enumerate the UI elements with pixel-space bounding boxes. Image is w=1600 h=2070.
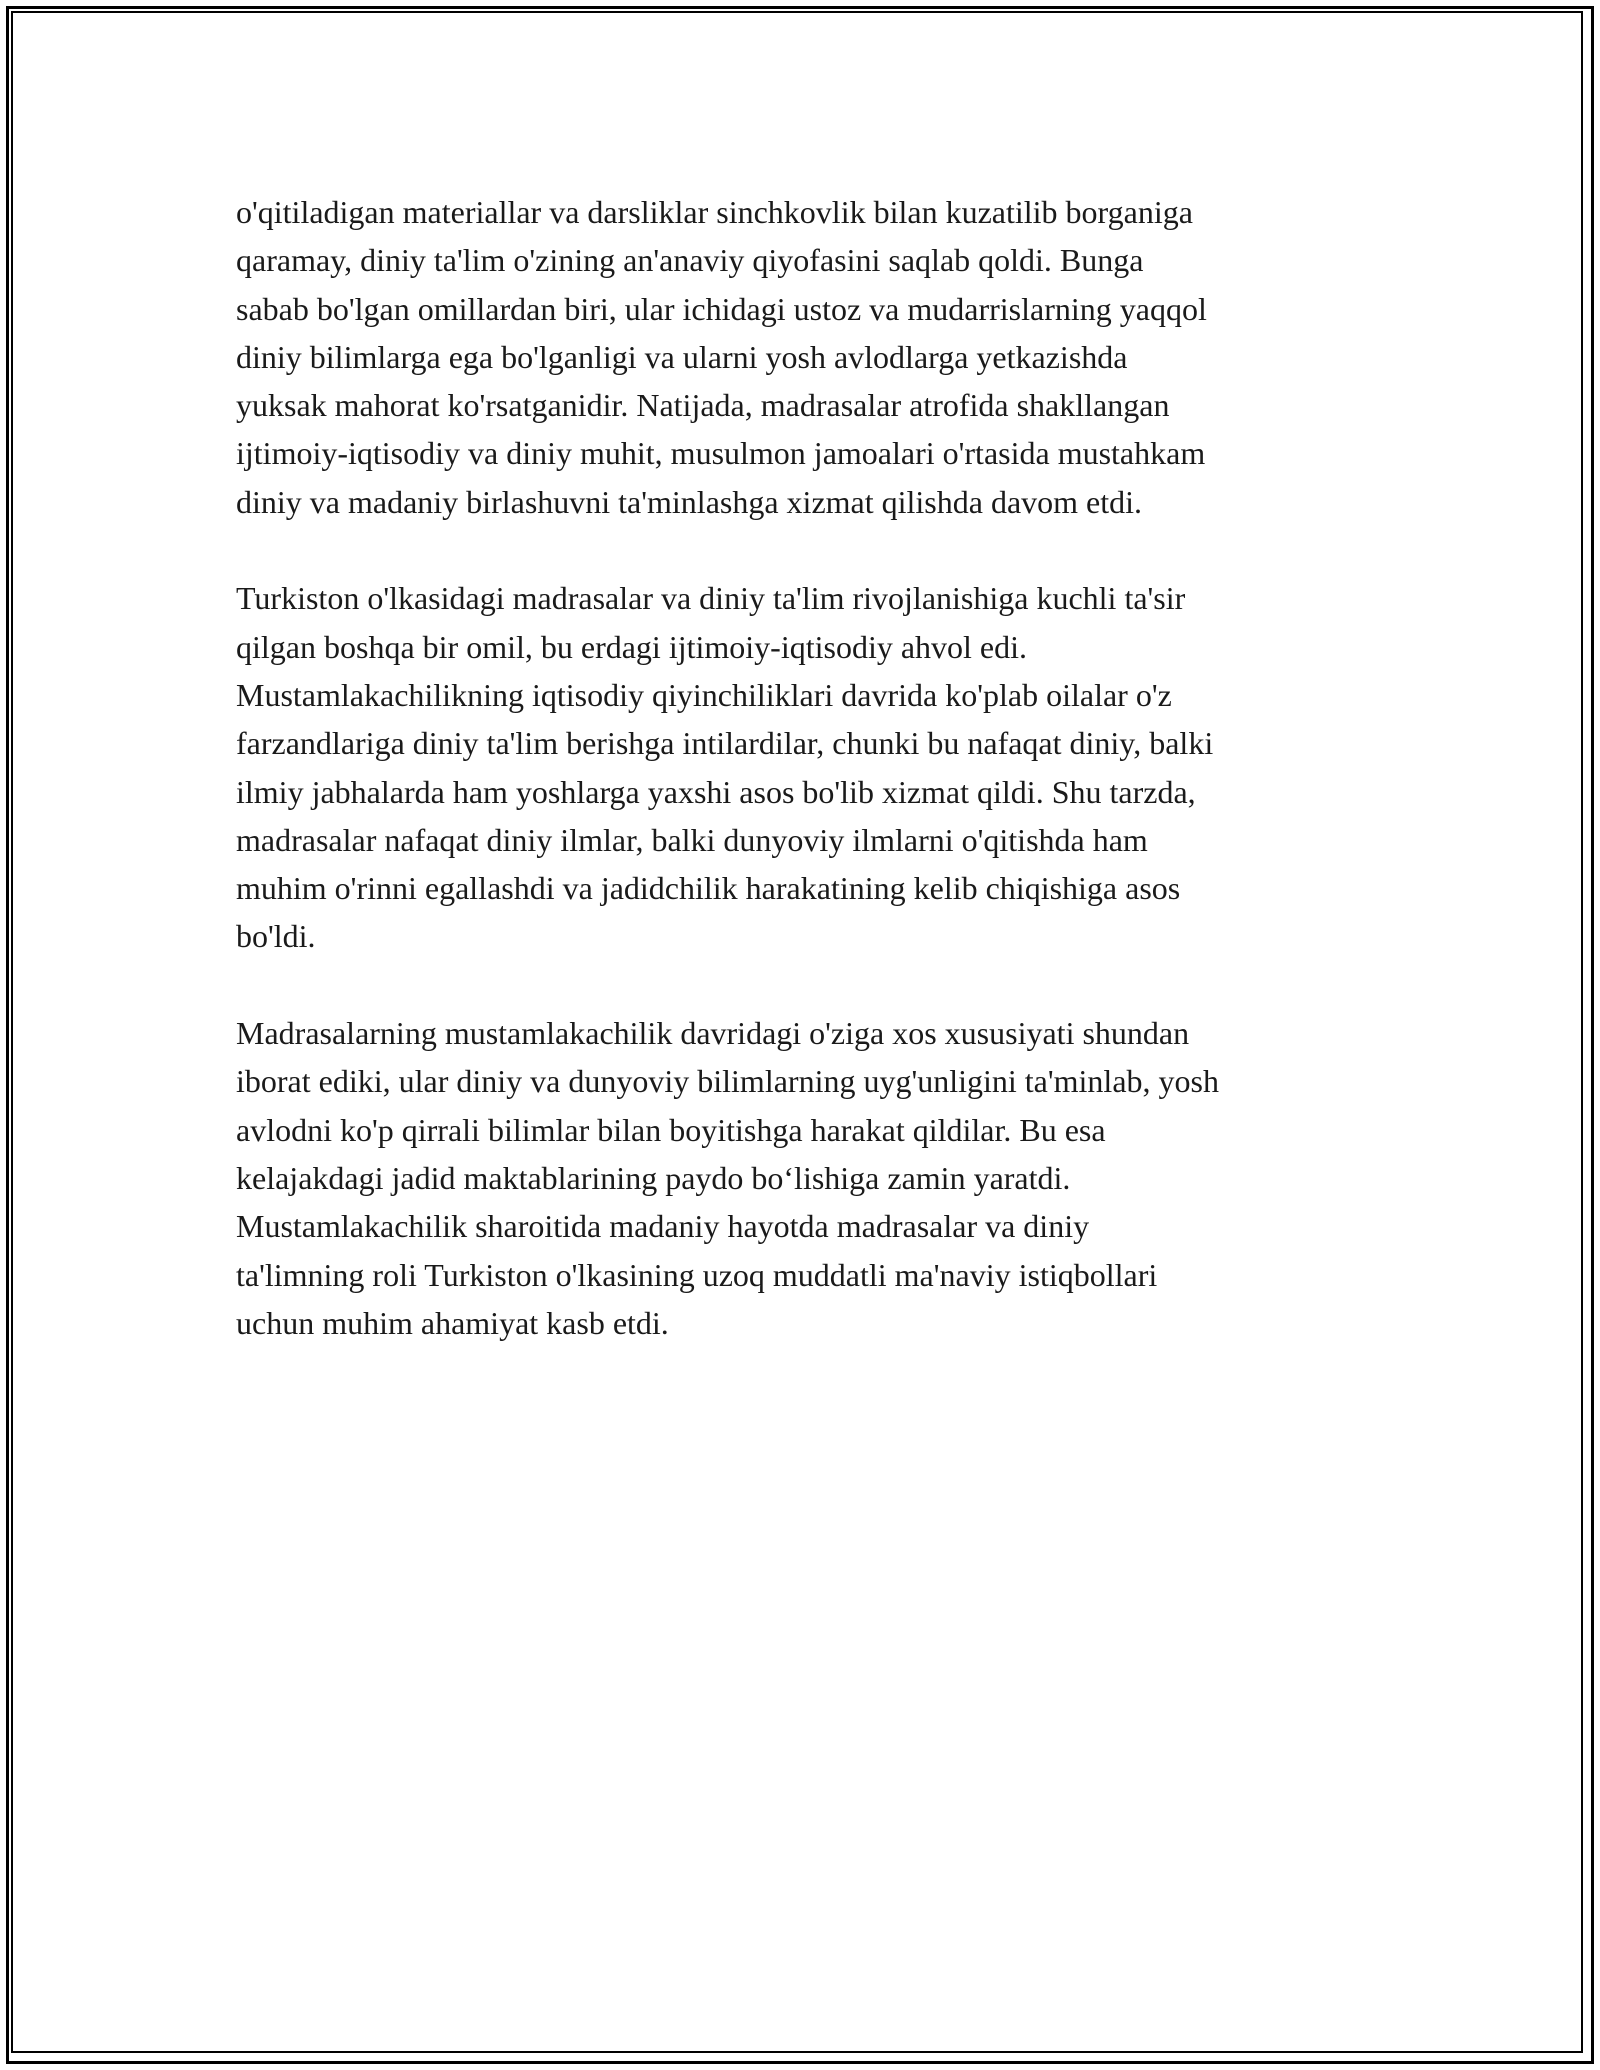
- text-line: ta'limning roli Turkiston o'lkasining uzoq muddatli ma'naviy istiqbollari: [236, 1256, 1158, 1293]
- text-line: yuksak mahorat ko'rsatganidir. Natijada, madrasalar atrofida shakllangan: [236, 387, 1170, 424]
- paragraph-2: [236, 574, 1386, 960]
- text-line: Mustamlakachilikning iqtisodiy qiyinchiliklari davrida ko'plab oilalar o'z: [236, 676, 1172, 713]
- paragraph-3: [236, 1009, 1386, 1347]
- text-line: kelajakdagi jadid maktablarining paydo bo‘lishiga zamin yaratdi.: [236, 1159, 1071, 1196]
- text-line: qaramay, diniy ta'lim o'zining an'anaviy qiyofasini saqlab qoldi. Bunga: [236, 242, 1144, 279]
- text-line: madrasalar nafaqat diniy ilmlar, balki dunyoviy ilmlarni o'qitishda ham: [236, 821, 1148, 858]
- text-line: iborat ediki, ular diniy va dunyoviy bilimlarning uyg'unligini ta'minlab, yosh: [236, 1063, 1219, 1100]
- text-line: Madrasalarning mustamlakachilik davridagi o'ziga xos xususiyati shundan: [236, 1015, 1190, 1052]
- text-line: bo'ldi.: [236, 918, 316, 955]
- text-line: farzandlariga diniy ta'lim berishga intilardilar, chunki bu nafaqat diniy, balki: [236, 725, 1214, 762]
- text-line: uchun muhim ahamiyat kasb etdi.: [236, 1304, 669, 1341]
- text-line: diniy va madaniy birlashuvni ta'minlashga xizmat qilishda davom etdi.: [236, 483, 1143, 520]
- text-line: qilgan boshqa bir omil, bu erdagi ijtimoiy-iqtisodiy ahvol edi.: [236, 628, 1028, 665]
- text-line: Mustamlakachilik sharoitida madaniy hayotda madrasalar va diniy: [236, 1208, 1090, 1245]
- text-line: avlodni ko'p qirrali bilimlar bilan boyitishga harakat qildilar. Bu esa: [236, 1111, 1106, 1148]
- paragraph-1: [236, 188, 1386, 526]
- text-line: muhim o'rinni egallashdi va jadidchilik harakatining kelib chiqishiga asos: [236, 870, 1181, 907]
- text-line: sabab bo'lgan omillardan biri, ular ichidagi ustoz va mudarrislarning yaqqol: [236, 290, 1207, 327]
- text-line: o'qitiladigan materiallar va darsliklar sinchkovlik bilan kuzatilib borganiga: [236, 194, 1193, 230]
- text-line: ijtimoiy-iqtisodiy va diniy muhit, musulmon jamoalari o'rtasida mustahkam: [236, 435, 1206, 472]
- text-line: Turkiston o'lkasidagi madrasalar va diniy ta'lim rivojlanishiga kuchli ta'sir: [236, 580, 1186, 617]
- text-line: diniy bilimlarga ega bo'lganligi va ularni yosh avlodlarga yetkazishda: [236, 338, 1128, 375]
- document-body: [236, 188, 1386, 1395]
- text-line: ilmiy jabhalarda ham yoshlarga yaxshi asos bo'lib xizmat qildi. Shu tarzda,: [236, 773, 1196, 810]
